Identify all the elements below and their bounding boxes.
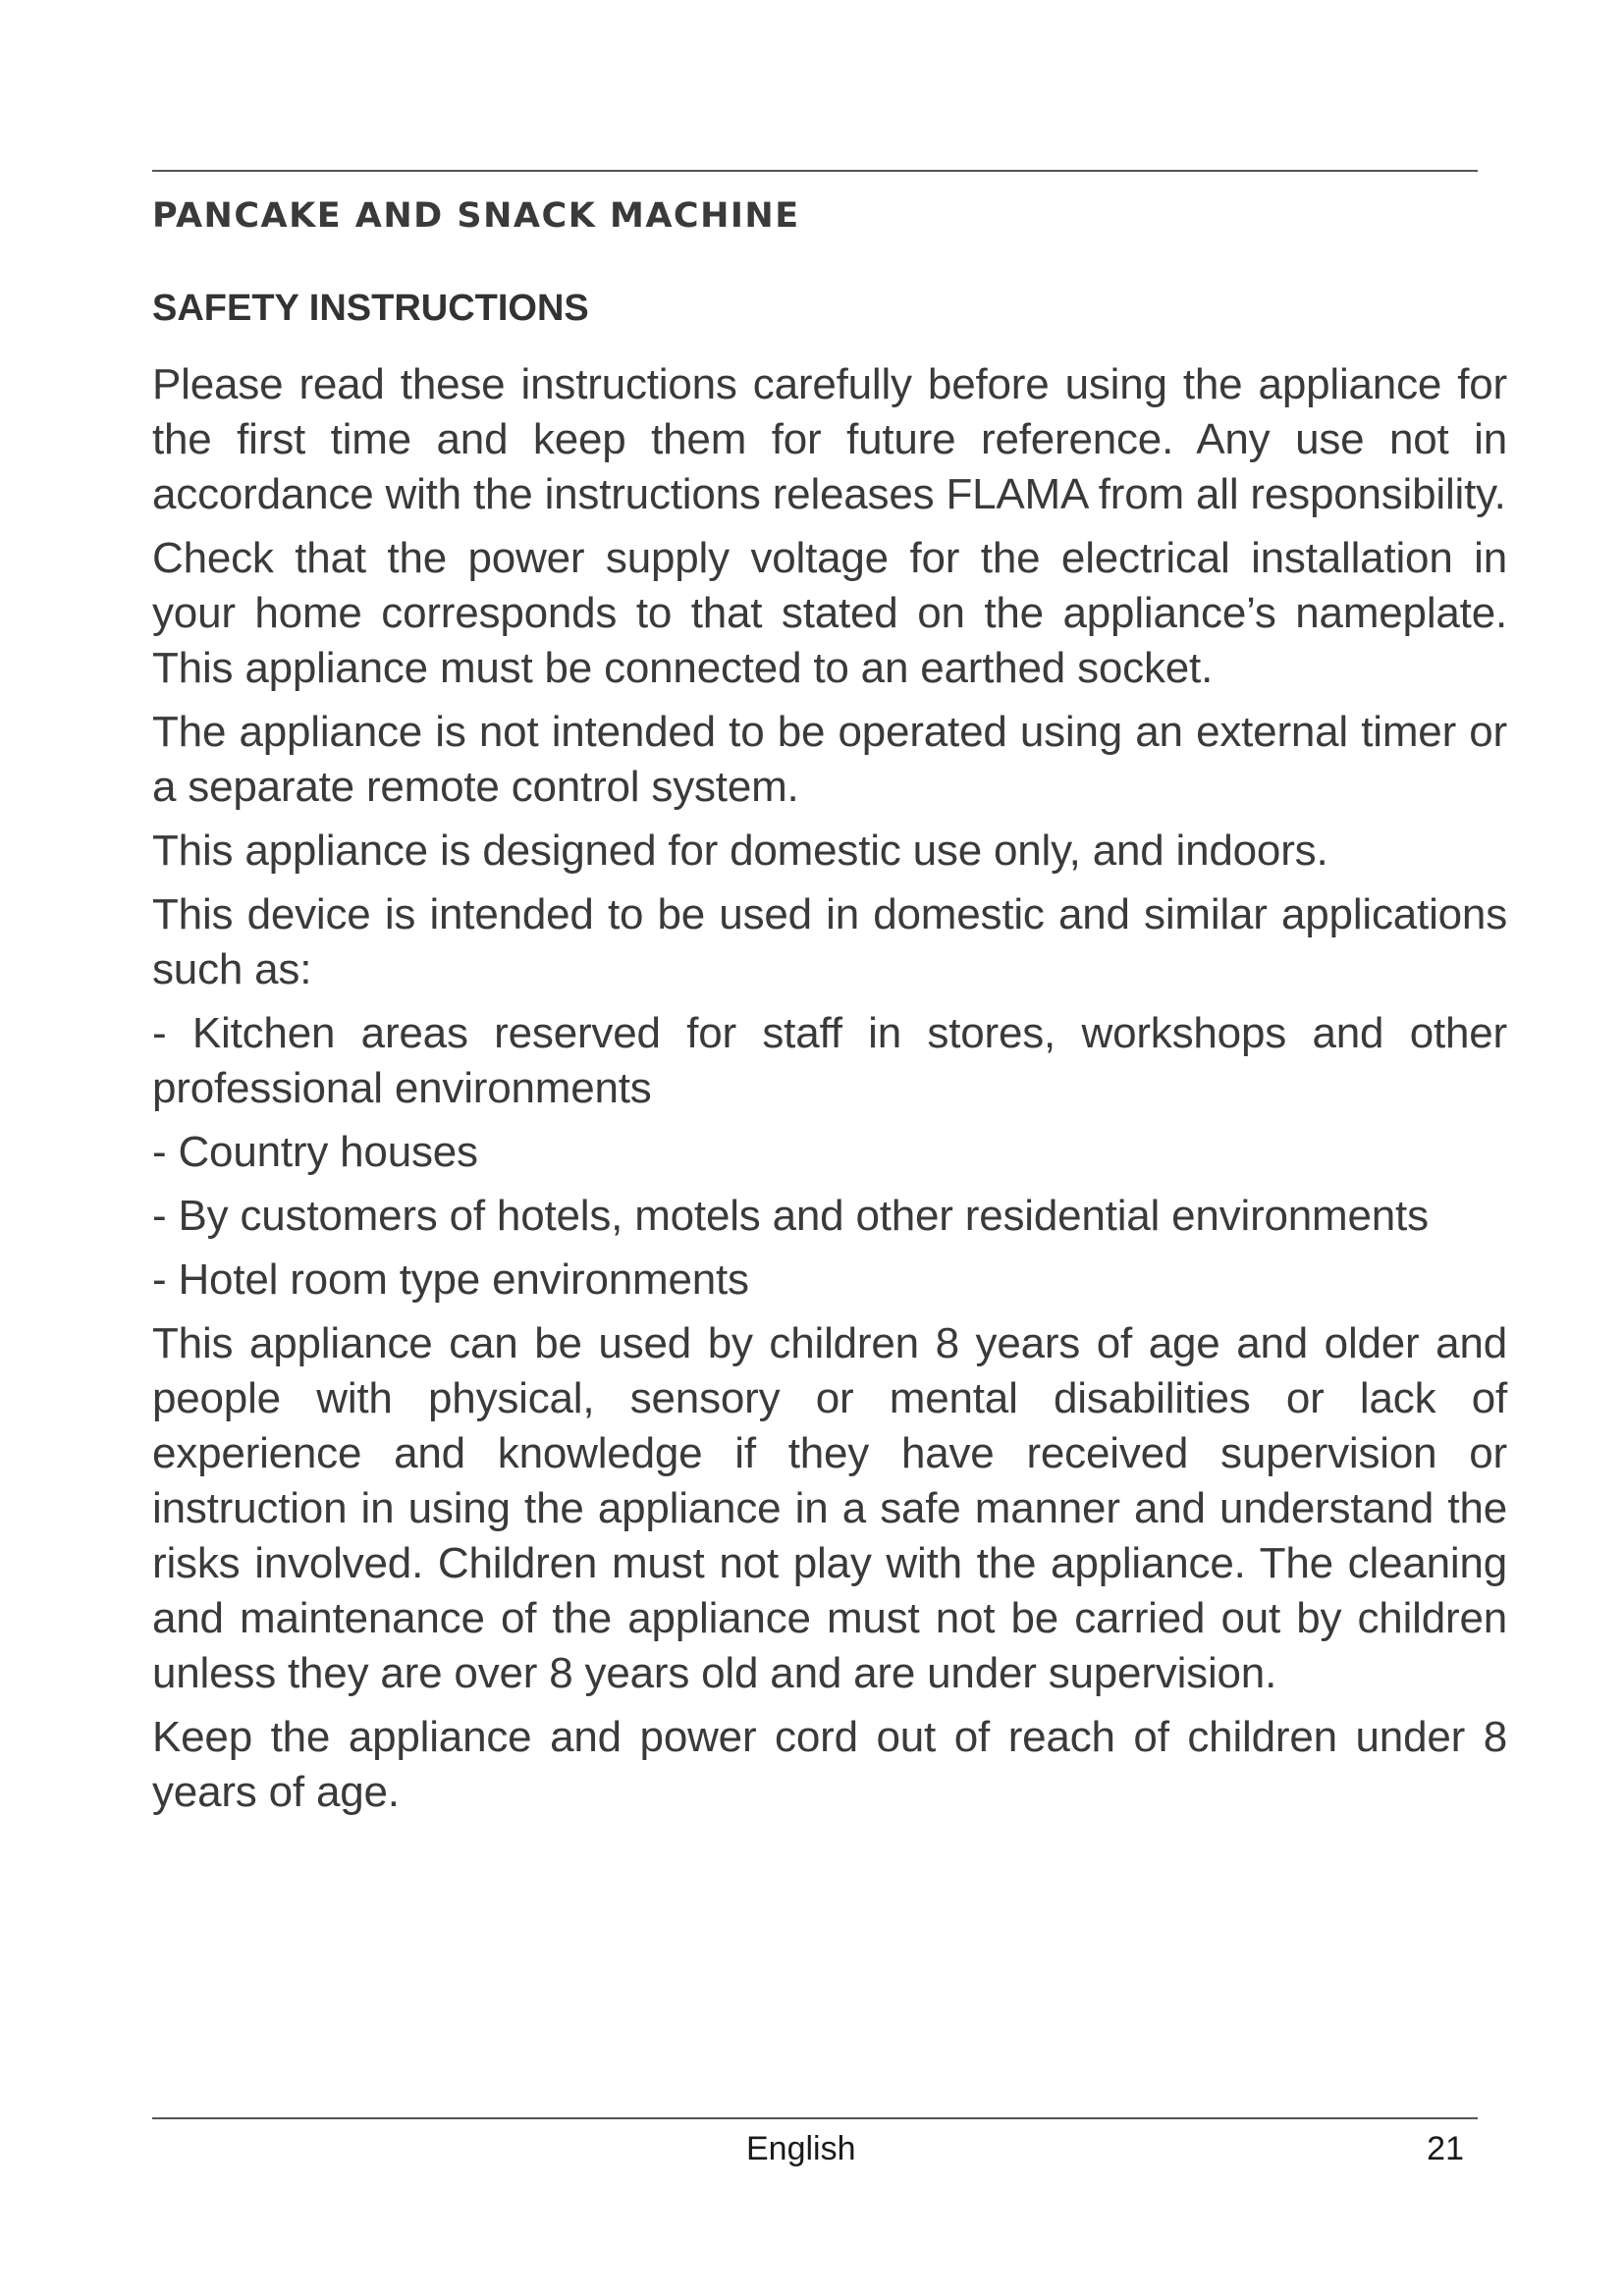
page-number: 21 (1427, 2130, 1464, 2167)
paragraph-domestic-use: This appliance is designed for domestic use only, and indoors. (152, 827, 1328, 875)
list-item-hotel-room: - Hotel room type environments (152, 1255, 749, 1304)
document-header-title: PANCAKE AND SNACK MACHINE (152, 196, 800, 236)
section-title: SAFETY INSTRUCTIONS (152, 288, 589, 329)
body-text (152, 357, 1507, 1829)
header-rule (152, 170, 1478, 172)
list-item-country-houses: - Country houses (152, 1128, 478, 1176)
footer-language: English (746, 2130, 856, 2167)
paragraph-similar-applications: This device is intended to be used in domestic and similar applications such as: (152, 890, 1507, 993)
list-item-kitchen-areas: - Kitchen areas reserved for staff in stores, workshops and other professional environments (152, 1009, 1507, 1112)
footer-rule (152, 2117, 1478, 2119)
paragraph-keep-out-of-reach: Keep the appliance and power cord out of reach of children under 8 years of age. (152, 1713, 1507, 1816)
paragraph-read-instructions: Please read these instructions carefully before using the appliance for the first time and keep them for future reference. Any use not in accordance with the instructions releases FLAMA from all responsibility. (152, 360, 1507, 518)
list-item-hotel-customers: - By customers of hotels, motels and other residential environments (152, 1192, 1429, 1240)
paragraph-children-usage: This appliance can be used by children 8 years of age and older and people with physical, sensory or mental disabilities or lack of experience and knowledge if they have received supervision or instruction in using the appliance in a safe manner and understand the risks involved. Children must not play with the appliance. The cleaning and maintenance of the appliance must not be carried out by children unless they are over 8 years old and are under supervision. (152, 1319, 1507, 1697)
paragraph-external-timer: The appliance is not intended to be operated using an external timer or a separate remote control system. (152, 708, 1507, 811)
paragraph-power-supply: Check that the power supply voltage for the electrical installation in your home corresponds to that stated on the appliance’s nameplate. This appliance must be connected to an earthed socket. (152, 534, 1507, 692)
